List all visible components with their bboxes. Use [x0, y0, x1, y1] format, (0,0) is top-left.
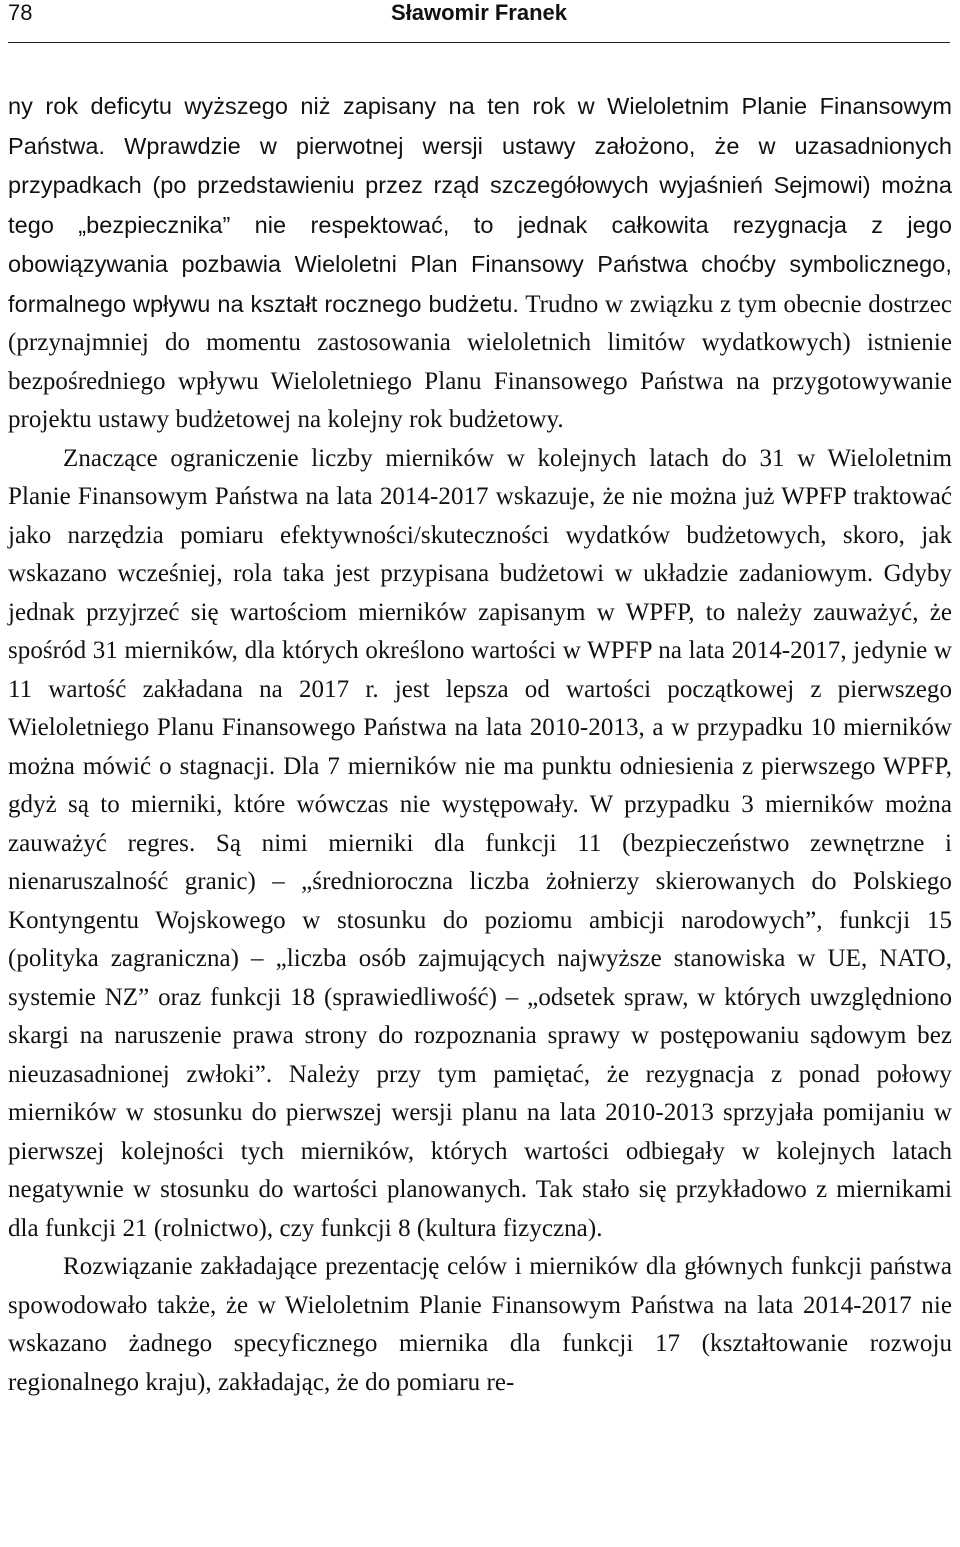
paragraph-1	[8, 87, 952, 440]
paragraph-1-sans-run: ny rok deficytu wyższego niż zapisany na ten rok w Wieloletnim Planie Finansowym Państwa. Wprawdzie w pierwotnej wersji ustawy założono, że w uzasadnionych przypadkach (po przedstawieniu przez rząd szczegółowych wyjaśnień Sejmowi) można tego „bezpiecznika” nie respektować, to jednak całkowita rezygnacja z jego obowiązywania pozbawia Wieloletni Plan Finansowy Państwa choćby symbolicznego, formalnego wpływu na kształt rocznego budżetu.	[8, 93, 952, 317]
running-head-author: Sławomir Franek	[390, 0, 568, 25]
body-text	[8, 87, 952, 1402]
paragraph-2-text: Znaczące ograniczenie liczby mierników w kolejnych latach do 31 w Wieloletnim Planie Finansowym Państwa na lata 2014-2017 wskazuje, że nie można już WPFP traktować jako narzędzia pomiaru efektywności/skuteczności wydatków budżetowych, skoro, jak wskazano wcześniej, rola taka jest przypisana budżetowi w układzie zadaniowym. Gdyby jednak przyjrzeć się wartościom mierników zapisanym w WPFP, to należy zauważyć, że spośród 31 mierników, dla których określono wartości w WPFP na lata 2014-2017, jedynie w 11 wartość zakładana na 2017 r. jest lepsza od wartości początkowej z pierwszego Wieloletniego Planu Finansowego Państwa na lata 2010-2013, a w przypadku 10 mierników można mówić o stagnacji. Dla 7 mierników nie ma punktu odniesienia z pierwszego WPFP, gdyż są to mierniki, które wówczas nie występowały. W przypadku 3 mierników można zauważyć regres. Są nimi mierniki dla funkcji 11 (bezpieczeństwo zewnętrzne i nienaruszalność granic) – „średnioroczna liczba żołnierzy skierowanych do Polskiego Kontyngentu Wojskowego w stosunku do poziomu ambicji narodowych”, funkcji 15 (polityka zagraniczna) – „liczba osób zajmujących najwyższe stanowiska w UE, NATO, systemie NZ” oraz funkcji 18 (sprawiedliwość) – „odsetek spraw, w których uwzględniono skargi na naruszenie prawa strony do rozpoznania sprawy w postępowaniu sądowym bez nieuzasadnionej zwłoki”. Należy przy tym pamiętać, że rezygnacja z ponad połowy mierników w stosunku do pierwszej wersji planu na lata 2010-2013 sprzyjała pomijaniu w pierwszej kolejności tych mierników, których wartości odbiegały w kolejnych latach negatywnie w stosunku do wartości planowanych. Tak stało się przykładowo z miernikami dla funkcji 21 (rolnictwo), czy funkcji 8 (kultura fizyczna).	[8, 444, 952, 1242]
page-number: 78	[8, 0, 33, 25]
paragraph-1-serif-run: Trudno w związku z tym obecnie dostrzec (przynajmniej do momentu zastosowania wieloletnich limitów wydatkowych) istnienie bezpośredniego wpływu Wieloletniego Planu Finansowego Państwa na przygotowywanie projektu ustawy budżetowej na kolejny rok budżetowy.	[8, 290, 953, 433]
page-header	[8, 0, 950, 43]
paragraph-2	[8, 440, 952, 1249]
paragraph-3	[8, 1248, 952, 1402]
paragraph-3-text: Rozwiązanie zakładające prezentację celów i mierników dla głównych funkcji państwa spowodowało także, że w Wieloletnim Planie Finansowym Państwa na lata 2014-2017 nie wskazano żadnego specyficznego miernika dla funkcji 17 (kształtowanie rozwoju regionalnego kraju), zakładając, że do pomiaru re-	[8, 1253, 952, 1396]
